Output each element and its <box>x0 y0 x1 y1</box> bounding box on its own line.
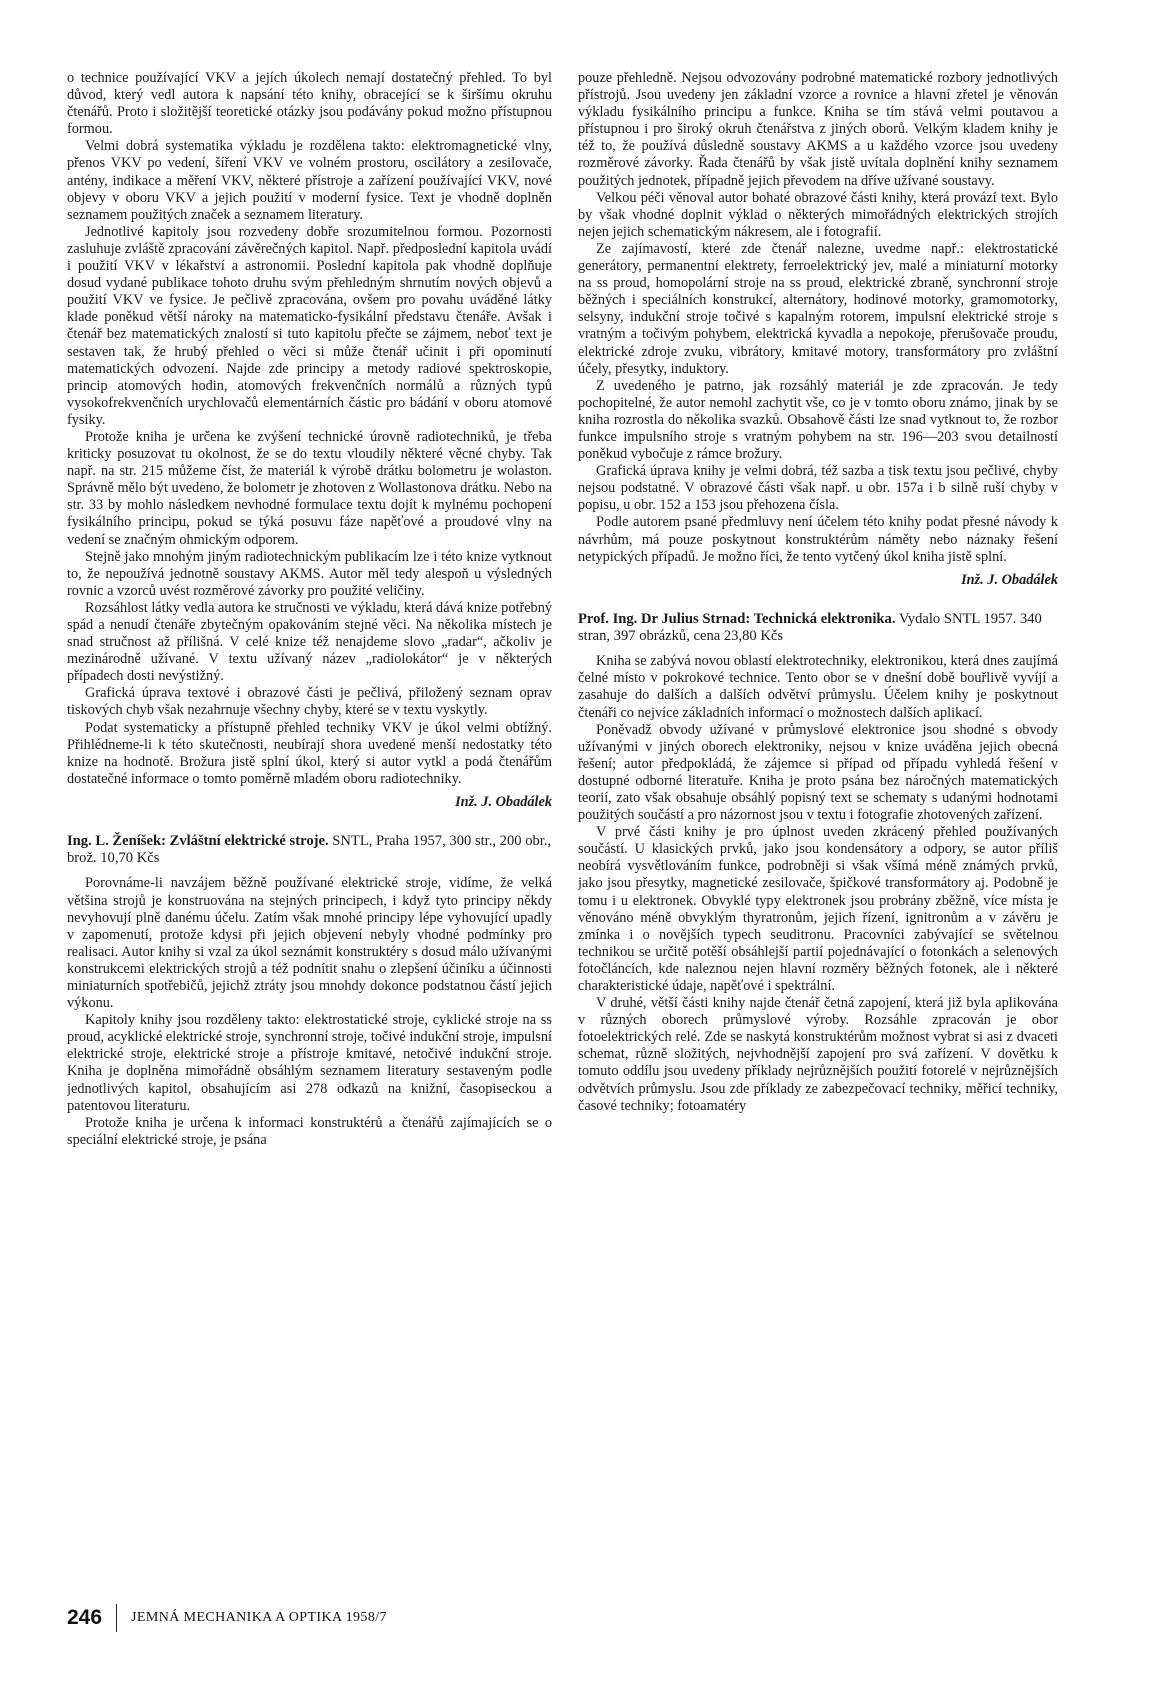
right-column <box>578 70 1058 1585</box>
review-2-paragraph: Kapitoly knihy jsou rozděleny takto: elektrostatické stroje, cyklické stroje na ss proud, acyklické elektrické stroje, synchronní stroje, točivé indukční stroje, impulsní elektrické stroje, elektrické stroje a přístroje kmitavé, netočivé indukční stroje. Kniha je doplněna mimořádně obsáhlým seznamem literatury sestaveným podle jednotlivých kapitol, obsahujícím asi 278 odkazů na knižní, časopiseckou a patentovou literaturu. <box>67 1012 552 1114</box>
review-3-heading <box>578 611 1058 645</box>
review-2-paragraph: Ze zajímavostí, které zde čtenář nalezne, uvedme např.: elektrostatické generátory, permanentní elektrety, ferroelektrický jev, malé a miniaturní motorky na ss proud, homopolární stroje na ss proud, elektrické zbraně, synchronní stroje běžných i speciálních konstrukcí, alternátory, hodinové motorky, gramomotorky, selsyny, indukční stroje točivé s kapalným rotorem, impulsní elektrické stroje s vratným a točivým pohybem, elektrická kyvadla a nepokoje, přerušovače proudu, elektrické zdroje zvuku, vibrátory, kmitavé motory, transformátory pro zvláštní účely, přesytky, induktory. <box>578 240 1058 377</box>
review-2-title: Ing. L. Ženíšek: Zvláštní elektrické stroje. <box>67 833 329 850</box>
page-number: 246 <box>67 1606 103 1629</box>
review-1-paragraph: Jednotlivé kapitoly jsou rozvedeny dobře srozumitelnou formou. Pozornosti zasluhuje zvláště zpracování závěrečných kapitol. Např. předposlední kapitola uvádí i použití VKV v lékařství a astronomii. Poslední kapitola pak vhodně doplňuje dosud vydané publikace tohoto druhu svým přehledným shrnutím nových objevů a použití VKV ve fysice. Je pečlivě zpracována, ovšem pro povahu uváděné látky klade poněkud větší nároky na matematicko-fysikální představu čtenáře. Avšak i čtenář bez matematických znalostí si tuto kapitolu přečte se zájmem, neboť text je sestaven tak, že hrubý přehled o věci si může čtenář učinit i při opominutí matematických odvození. Najde zde principy a metody radiové spektroskopie, princip atomových hodin, atomových frekvenčních normálů a různých typů vysokofrekvenčních urychlovačů elementárních částic pro bádání v oboru atomové fysiky. <box>67 223 552 428</box>
review-2-publication-info: SNTL, Praha 1957, 300 str., 200 obr., brož. 10,70 Kčs <box>67 833 552 867</box>
footer-divider <box>116 1604 117 1632</box>
left-column <box>67 70 552 1585</box>
review-2-paragraph: Z uvedeného je patrno, jak rozsáhlý materiál je zde zpracován. Je tedy pochopitelné, že autor nemohl zachytit vše, co je v tomto oboru známo, jinak by se kniha rozrostla do několika svazků. Obsahově části lze snad vytknout to, že rozbor funkce impulsního stroje s vratným pohybem na str. 196—203 svou detailností poněkud vybočuje z rámce brožury. <box>578 377 1058 463</box>
review-3-paragraph: Kniha se zabývá novou oblastí elektrotechniky, elektronikou, která dnes zaujímá čelné místo v pokrokové technice. Tento obor se v dnešní době bouřlivě vyvíjí a zasahuje do dalších a dalších odvětví průmyslu. Účelem knihy je poskytnout čtenáři co nejvíce základních informací o možnostech dalších aplikací. <box>578 653 1058 721</box>
review-3-title: Prof. Ing. Dr Julius Strnad: Technická elektronika. <box>578 610 896 627</box>
journal-title: JEMNÁ MECHANIKA A OPTIKA 1958/7 <box>131 1610 387 1625</box>
review-2-paragraph: Podle autorem psané předmluvy není účelem této knihy podat přesné návody k návrhům, má pouze poskytnout konstruktérům náměty nebo náznaky řešení netypických případů. Je možno říci, že tento vytčený úkol kniha jistě splní. <box>578 514 1058 565</box>
review-1-paragraph: Protože kniha je určena ke zvýšení technické úrovně radiotechniků, je třeba kriticky posuzovat tu okolnost, že se do textu vloudily některé věcné chyby. Tak např. na str. 215 můžeme číst, že materiál k výrobě drátku bolometru je wolaston. Správně mělo být uvedeno, že bolometr je zhotoven z Wollastonova drátku. Nebo na str. 33 by mohlo následkem nevhodné formulace textu dojít k mylnému pochopení fysikálního principu, pokud se týká posuvu fáze napěťové a proudové vlny na vedení se značným ohmickým odporem. <box>67 428 552 548</box>
review-1-paragraph: Stejně jako mnohým jiným radiotechnickým publikacím lze i této knize vytknout to, že nepoužívá jednotně soustavy AKMS. Autor měl tedy alespoň u výsledných rovnic a vzorců uvést rozměrové závorky pro použité veličiny. <box>67 548 552 599</box>
review-1-paragraph: Grafická úprava textové i obrazové části je pečlivá, přiložený seznam oprav tiskových chyb však nezahrnuje všechny chyby, které se v textu vyskytly. <box>67 685 552 719</box>
review-2-paragraph: Protože kniha je určena k informaci konstruktérů a čtenářů zajímajících se o speciální elektrické stroje, je psána <box>67 1114 552 1148</box>
review-2-signature: Inž. J. Obadálek <box>961 571 1058 588</box>
review-2-paragraph: Grafická úprava knihy je velmi dobrá, též sazba a tisk textu jsou pečlivé, chyby nejsou podstatné. V obrazové části však např. u obr. 157a i b silně ruší chyby v popisu, u obr. 152 a 153 jsou přehozena čísla. <box>578 463 1058 514</box>
review-1-paragraph: Rozsáhlost látky vedla autora ke stručnosti ve výkladu, která dává knize potřebný spád a nenudí čtenáře zbytečným opakováním stejné věci. Na několika místech je snad stručnost až přílišná. V celé knize též nenajdeme slovo „radar“, ačkoliv je mezinárodně užívané. V textu užívaný název „radiolokátor“ je v některých případech dosti nevýstižný. <box>67 599 552 685</box>
review-2-paragraph: Velkou péči věnoval autor bohaté obrazové části knihy, která provází text. Bylo by však vhodné doplnit výklad o některých mimořádných elektrických strojích nejen jejich schematickým nákresem, ale i fotografií. <box>578 189 1058 240</box>
review-3-publication-info: Vydalo SNTL 1957. 340 stran, 397 obrázků, cena 23,80 Kčs <box>578 610 1042 645</box>
review-1-paragraph: Podat systematicky a přístupně přehled techniky VKV je úkol velmi obtížný. Přihlédneme-li k této skutečnosti, neubírají shora uvedené menší nedostatky této knize na hodnotě. Brožura jistě splní úkol, který si autor vytkl a podá čtenářům dostatečné informace o tomto poměrně mladém oboru radiotechniky. <box>67 719 552 787</box>
review-1-paragraph: o technice používající VKV a jejích úkolech nemají dostatečný přehled. To byl důvod, který vedl autora k napsání této knihy, obracející se k širšímu okruhu čtenářů. Proto i složitější teoretické otázky jsou podávány pokud možno přístupnou formou. <box>67 70 552 138</box>
review-3-paragraph: V prvé části knihy je pro úplnost uveden zkrácený přehled používaných součástí. U klasických prvků, jako jsou kondensátory a odpory, se autor příliš neobírá vysvětlováním funkce, podrobněji si však všímá méně známých prvků, jako jsou přesytky, magnetické zesilovače, špičkové transformátory aj. Podobně je tomu i u elektronek. Obvyklé typy elektronek jsou probrány zběžně, více místa je věnováno méně obvyklým thyratronům, jejich řízení, ignitronům a v závěru je zmínka i o novějších typech seuditronu. Pracovníci zabývající se světelnou technikou se určitě potěší obsáhlejší partií pojednávající o fotonkách a selenových fotočláncích, kde naleznou nejen hlavní rozměry běžných fotonek, ale i některé charakteristické údaje, napěťové i spektrální. <box>578 824 1058 994</box>
page-footer <box>67 1600 387 1636</box>
review-1-signature: Inž. J. Obadálek <box>455 793 552 810</box>
review-1-paragraph: Velmi dobrá systematika výkladu je rozdělena takto: elektromagnetické vlny, přenos VKV po vedení, šíření VKV ve volném prostoru, oscilátory a zesilovače, antény, indikace a měření VKV, některé přístroje a zařízení používající VKV, nové objevy v oboru VKV a jejich použití v moderní fysice. Text je vhodně doplněn seznamem použitých značek a seznamem literatury. <box>67 138 552 223</box>
review-2-heading <box>67 833 552 867</box>
review-2-paragraph: Porovnáme-li navzájem běžně používané elektrické stroje, vidíme, že velká většina strojů je konstruována na stejných principech, i když tyto principy někdy nevyhovují plně danému účelu. Zatím však mnohé principy lépe vyhovující upadly v zapomenutí, protože kdysi při jejich objevení nebyly vhodné podmínky pro realisaci. Autor knihy si vzal za úkol seznámit konstruktéry s dosud málo užívanými konstrukcemi elektrických strojů a též podnítit snahu o zlepšení účiníku a účinnosti miniaturních spotřebičů, jejichž ztráty jsou mnohdy dokonce podstatnou částí jejich výkonu. <box>67 875 552 1012</box>
review-3-paragraph: V druhé, větší části knihy najde čtenář četná zapojení, která již byla aplikována v různých oborech průmyslové výroby. Rozsáhle zpracován je obor fotoelektrických relé. Zde se naskytá konstruktérům možnost vybrat si asi z dvaceti schemat, různě složitých, nejvhodnější zapojení pro svá zařízení. V dovětku k tomuto oddílu jsou uvedeny příklady nejrůznějších použití fotorelé v nejrůznějších odvětvích průmyslu. Jsou zde příklady ze zabezpečovací techniky, měřicí techniky, časové techniky; fotoamatéry <box>578 995 1058 1114</box>
review-3-paragraph: Poněvadž obvody užívané v průmyslové elektronice jsou shodné s obvody užívanými v jiných oborech elektroniky, nejsou v knize uváděna jejich obecná řešení; autor předpokládá, že zájemce si případ od případu vyhledá řešení v dostupné odborné literatuře. Kniha je proto psána bez náročných matematických teorií, zato však obsahuje obsáhlý popisný text se schematy s udanými hodnotami použitých součástí a pro názornost jsou v textu i fotografie zhotovených zařízení. <box>578 721 1058 824</box>
review-2-paragraph: pouze přehledně. Nejsou odvozovány podrobné matematické rozbory jednotlivých přístrojů. Jsou uvedeny jen základní vzorce a rovnice a hlavní zřetel je věnován výkladu fysikálního principu a funkce. Kniha se tím stává velmi poutavou a přístupnou i pro široký okruh čtenářstva z jiných oborů. Velkým kladem knihy je též to, že používá důsledně soustavy AKMS a u každého vzorce jsou uvedeny rozměrové závorky. Řada čtenářů by však jistě uvítala doplnění knihy seznamem použitých jednotek, případně jejich převodem na dříve užívané soustavy. <box>578 70 1058 189</box>
